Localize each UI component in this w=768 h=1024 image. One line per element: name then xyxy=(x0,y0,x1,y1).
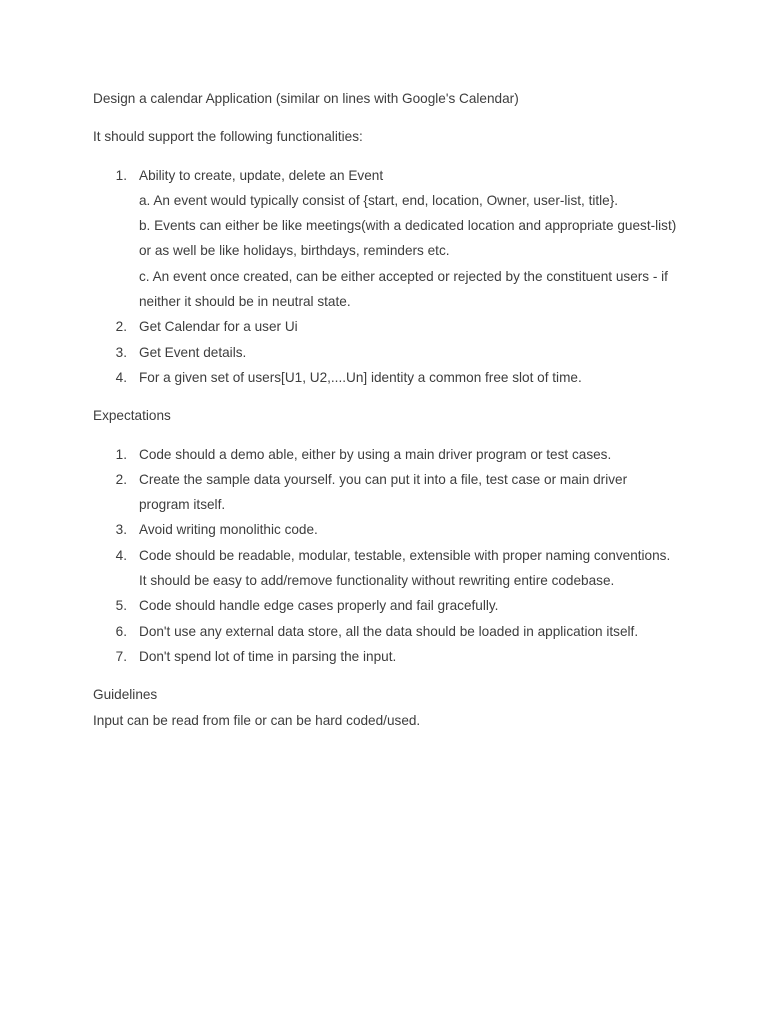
list-number: 2. xyxy=(115,319,127,335)
list-item-text: Code should handle edge cases properly and fail gracefully. xyxy=(139,598,499,614)
list-item xyxy=(93,467,693,518)
list-item xyxy=(93,593,693,618)
list-number: 2. xyxy=(115,471,127,487)
list-number: 1. xyxy=(115,446,127,462)
list-number: 4. xyxy=(115,547,127,563)
list-number: 1. xyxy=(115,167,127,183)
sub-item-text: neither it should be in neutral state. xyxy=(139,294,351,310)
list-number: 5. xyxy=(115,598,127,614)
guidelines-text: Input can be read from file or can be hard coded/used. xyxy=(93,712,421,728)
sub-item-text: a. An event would typically consist of {start, end, location, Owner, user-list, title}. xyxy=(139,192,619,208)
list-item xyxy=(93,442,693,467)
list-item-continuation: It should be easy to add/remove functionality without rewriting entire codebase. xyxy=(139,573,615,589)
list-item-text: Ability to create, update, delete an Event xyxy=(139,167,384,183)
sub-item-text: b. Events can either be like meetings(with a dedicated location and appropriate guest-list) xyxy=(139,218,677,234)
document-title: Design a calendar Application (similar on lines with Google's Calendar) xyxy=(93,91,519,106)
list-number: 7. xyxy=(115,648,127,664)
list-item-text: Code should be readable, modular, testable, extensible with proper naming conventions. xyxy=(139,547,671,563)
functionalities-list xyxy=(93,163,693,391)
list-item xyxy=(93,644,693,669)
list-item xyxy=(93,340,693,365)
document-body xyxy=(93,86,693,733)
list-item xyxy=(93,517,693,542)
list-item xyxy=(93,543,693,594)
expectations-list xyxy=(93,442,693,670)
list-item-text: Don't use any external data store, all the data should be loaded in application itself. xyxy=(139,623,639,639)
list-number: 3. xyxy=(115,344,127,360)
guidelines-heading: Guidelines xyxy=(93,687,158,703)
list-number: 6. xyxy=(115,623,127,639)
list-item-text: Avoid writing monolithic code. xyxy=(139,522,318,538)
list-number: 3. xyxy=(115,522,127,538)
list-item xyxy=(93,365,693,390)
list-item-text: Don't spend lot of time in parsing the input. xyxy=(139,648,397,664)
list-item xyxy=(93,163,693,315)
intro-text: It should support the following functionalities: xyxy=(93,129,363,145)
list-item-text: For a given set of users[U1, U2,....Un] identity a common free slot of time. xyxy=(139,369,582,385)
list-item xyxy=(93,314,693,339)
list-item-text: Code should a demo able, either by using a main driver program or test cases. xyxy=(139,446,612,462)
sub-item-text: c. An event once created, can be either accepted or rejected by the constituent users - if xyxy=(139,268,668,284)
list-item-text: Get Calendar for a user Ui xyxy=(139,319,298,335)
list-item-text: Get Event details. xyxy=(139,344,247,360)
list-number: 4. xyxy=(115,369,127,385)
list-item-continuation: program itself. xyxy=(139,497,226,513)
list-item-text: Create the sample data yourself. you can put it into a file, test case or main driver xyxy=(139,471,628,487)
sub-item-text: or as well be like holidays, birthdays, reminders etc. xyxy=(139,243,450,259)
expectations-heading: Expectations xyxy=(93,408,171,424)
list-item xyxy=(93,619,693,644)
